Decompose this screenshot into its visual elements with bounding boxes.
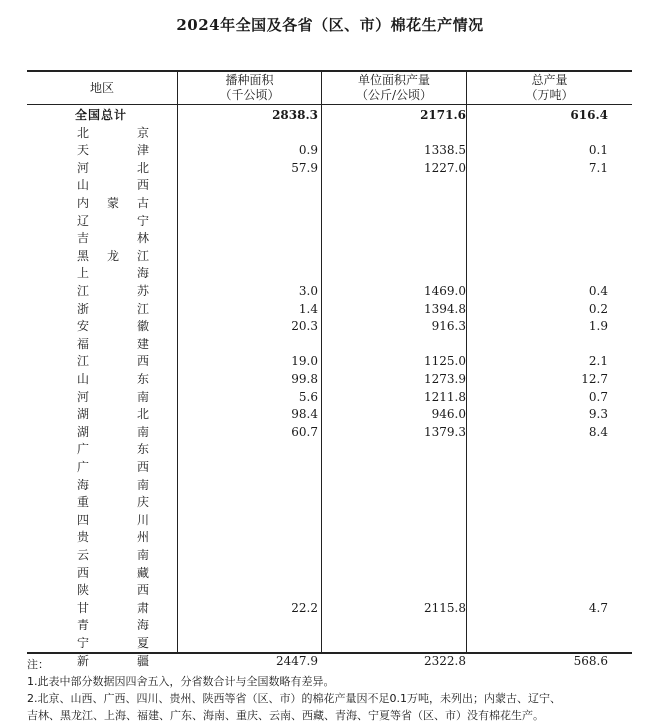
table-row bbox=[27, 599, 632, 617]
yield-value: 2322.8 bbox=[424, 653, 466, 668]
yield-value: 1379.3 bbox=[424, 424, 466, 439]
area-value: 99.8 bbox=[291, 372, 318, 386]
table-header-rule bbox=[27, 104, 632, 105]
output-value: 12.7 bbox=[581, 372, 608, 386]
area-value: 5.6 bbox=[298, 389, 318, 404]
output-value: 0.1 bbox=[588, 143, 608, 158]
region-name: 北 京 bbox=[77, 125, 149, 140]
region-name: 福 建 bbox=[77, 336, 149, 351]
area-value: 22.2 bbox=[291, 600, 318, 615]
yield-value: 2115.8 bbox=[424, 600, 466, 615]
table-row bbox=[27, 616, 632, 634]
region-name: 辽 宁 bbox=[77, 213, 149, 228]
header-region bbox=[27, 72, 177, 104]
output-value: 0.7 bbox=[588, 389, 608, 404]
note-heading: 注： bbox=[27, 658, 49, 671]
table-row bbox=[27, 564, 632, 582]
yield-value: 1125.0 bbox=[424, 354, 466, 369]
table-row bbox=[27, 546, 632, 564]
table-row bbox=[27, 317, 632, 335]
region-name: 西 藏 bbox=[77, 565, 149, 580]
table-row bbox=[27, 282, 632, 300]
region-name: 青 海 bbox=[77, 618, 149, 633]
yield-value: 1338.5 bbox=[424, 143, 466, 158]
area-value: 98.4 bbox=[291, 407, 318, 422]
region-name: 湖 北 bbox=[77, 407, 149, 422]
yield-value: 2171.6 bbox=[420, 108, 466, 122]
output-value: 568.6 bbox=[573, 653, 608, 668]
table-row bbox=[27, 528, 632, 546]
region-name: 广 东 bbox=[77, 442, 149, 457]
area-value: 60.7 bbox=[291, 424, 318, 439]
output-value: 7.1 bbox=[588, 160, 608, 175]
area-value: 2447.9 bbox=[276, 653, 318, 668]
footnotes bbox=[27, 656, 632, 724]
area-value: 1.4 bbox=[298, 301, 318, 316]
region-name: 湖 南 bbox=[77, 424, 149, 439]
header-output-label: 总产量 bbox=[531, 73, 568, 87]
region-name: 宁 夏 bbox=[77, 636, 149, 650]
table-row bbox=[27, 458, 632, 476]
region-name: 广 西 bbox=[77, 460, 149, 474]
table-row bbox=[27, 176, 632, 194]
output-value: 616.4 bbox=[570, 108, 608, 122]
region-name: 浙 江 bbox=[77, 301, 149, 316]
region-name: 甘 肃 bbox=[77, 600, 149, 615]
table-row bbox=[27, 229, 632, 247]
header-output-unit: （万吨） bbox=[525, 88, 574, 102]
note-line: 2.北京、山西、广西、四川、贵州、陕西等省（区、市）的棉花产量因不足0.1万吨，未列出；内蒙古、辽宁、 bbox=[27, 692, 561, 705]
region-name: 四 川 bbox=[77, 512, 149, 527]
region-name: 内 蒙 古 bbox=[77, 196, 149, 210]
area-value: 57.9 bbox=[291, 160, 318, 175]
table-row bbox=[27, 581, 632, 599]
table-row bbox=[27, 493, 632, 511]
region-name: 黑 龙 江 bbox=[77, 248, 149, 263]
region-name: 山 西 bbox=[77, 178, 149, 193]
output-value: 0.4 bbox=[588, 284, 608, 298]
region-name: 安 徽 bbox=[77, 319, 149, 334]
region-name: 上 海 bbox=[77, 266, 149, 281]
region-name: 江 苏 bbox=[77, 284, 149, 298]
table-row bbox=[27, 212, 632, 230]
table-row bbox=[27, 476, 632, 494]
region-name: 山 东 bbox=[77, 372, 149, 386]
table-row bbox=[27, 264, 632, 282]
table-row bbox=[27, 388, 632, 406]
area-value: 3.0 bbox=[298, 284, 318, 298]
table-row bbox=[27, 247, 632, 265]
region-name: 天 津 bbox=[77, 143, 149, 158]
header-area-unit: （千公顷） bbox=[219, 88, 280, 102]
output-value: 0.2 bbox=[588, 301, 608, 316]
note-line: 1.此表中部分数据因四舍五入，分省数合计与全国数略有差异。 bbox=[27, 675, 335, 688]
table-row bbox=[27, 124, 632, 142]
yield-value: 916.3 bbox=[431, 319, 466, 334]
yield-value: 1273.9 bbox=[424, 372, 466, 386]
header-region-label: 地区 bbox=[89, 80, 114, 95]
table-row bbox=[27, 440, 632, 458]
yield-value: 946.0 bbox=[431, 407, 466, 422]
area-value: 2838.3 bbox=[272, 108, 318, 122]
yield-value: 1227.0 bbox=[424, 160, 466, 175]
region-name: 新 疆 bbox=[77, 653, 149, 668]
table-row bbox=[27, 352, 632, 370]
table-row bbox=[27, 141, 632, 159]
region-name: 云 南 bbox=[77, 548, 149, 562]
region-name: 贵 州 bbox=[77, 530, 149, 545]
region-name: 陕 西 bbox=[77, 583, 149, 598]
table-row bbox=[27, 335, 632, 353]
header-area-label: 播种面积 bbox=[225, 73, 274, 87]
region-name: 江 西 bbox=[77, 354, 149, 369]
yield-value: 1211.8 bbox=[424, 389, 466, 404]
table-row bbox=[27, 159, 632, 177]
region-name: 河 南 bbox=[77, 389, 149, 404]
table-row bbox=[27, 405, 632, 423]
header-yield-label: 单位面积产量 bbox=[357, 73, 430, 87]
region-name: 河 北 bbox=[77, 160, 149, 175]
region-name: 海 南 bbox=[77, 477, 149, 492]
header-output bbox=[467, 72, 632, 104]
table-row bbox=[27, 194, 632, 212]
header-yield bbox=[322, 72, 466, 104]
table-row bbox=[27, 511, 632, 529]
table-row bbox=[27, 370, 632, 388]
output-value: 4.7 bbox=[588, 600, 608, 615]
table-row-total bbox=[27, 106, 632, 124]
area-value: 20.3 bbox=[291, 319, 318, 334]
header-area bbox=[178, 72, 321, 104]
area-value: 19.0 bbox=[291, 354, 318, 369]
yield-value: 1394.8 bbox=[424, 301, 466, 316]
yield-value: 1469.0 bbox=[424, 284, 466, 298]
output-value: 9.3 bbox=[588, 407, 608, 422]
output-value: 8.4 bbox=[588, 424, 608, 439]
table-row bbox=[27, 634, 632, 652]
region-name: 吉 林 bbox=[77, 231, 149, 246]
output-value: 1.9 bbox=[588, 319, 608, 334]
table-row bbox=[27, 300, 632, 318]
note-line: 吉林、黑龙江、上海、福建、广东、海南、重庆、云南、西藏、青海、宁夏等省（区、市）没有棉花生产。 bbox=[27, 709, 544, 722]
region-name: 全国总计 bbox=[75, 108, 128, 122]
region-name: 重 庆 bbox=[77, 495, 149, 510]
table-row bbox=[27, 423, 632, 441]
output-value: 2.1 bbox=[588, 354, 608, 369]
header-yield-unit: （公斤/公顷） bbox=[355, 88, 433, 102]
page-title: 2024年全国及各省（区、市）棉花生产情况 bbox=[176, 16, 484, 34]
area-value: 0.9 bbox=[298, 143, 318, 158]
